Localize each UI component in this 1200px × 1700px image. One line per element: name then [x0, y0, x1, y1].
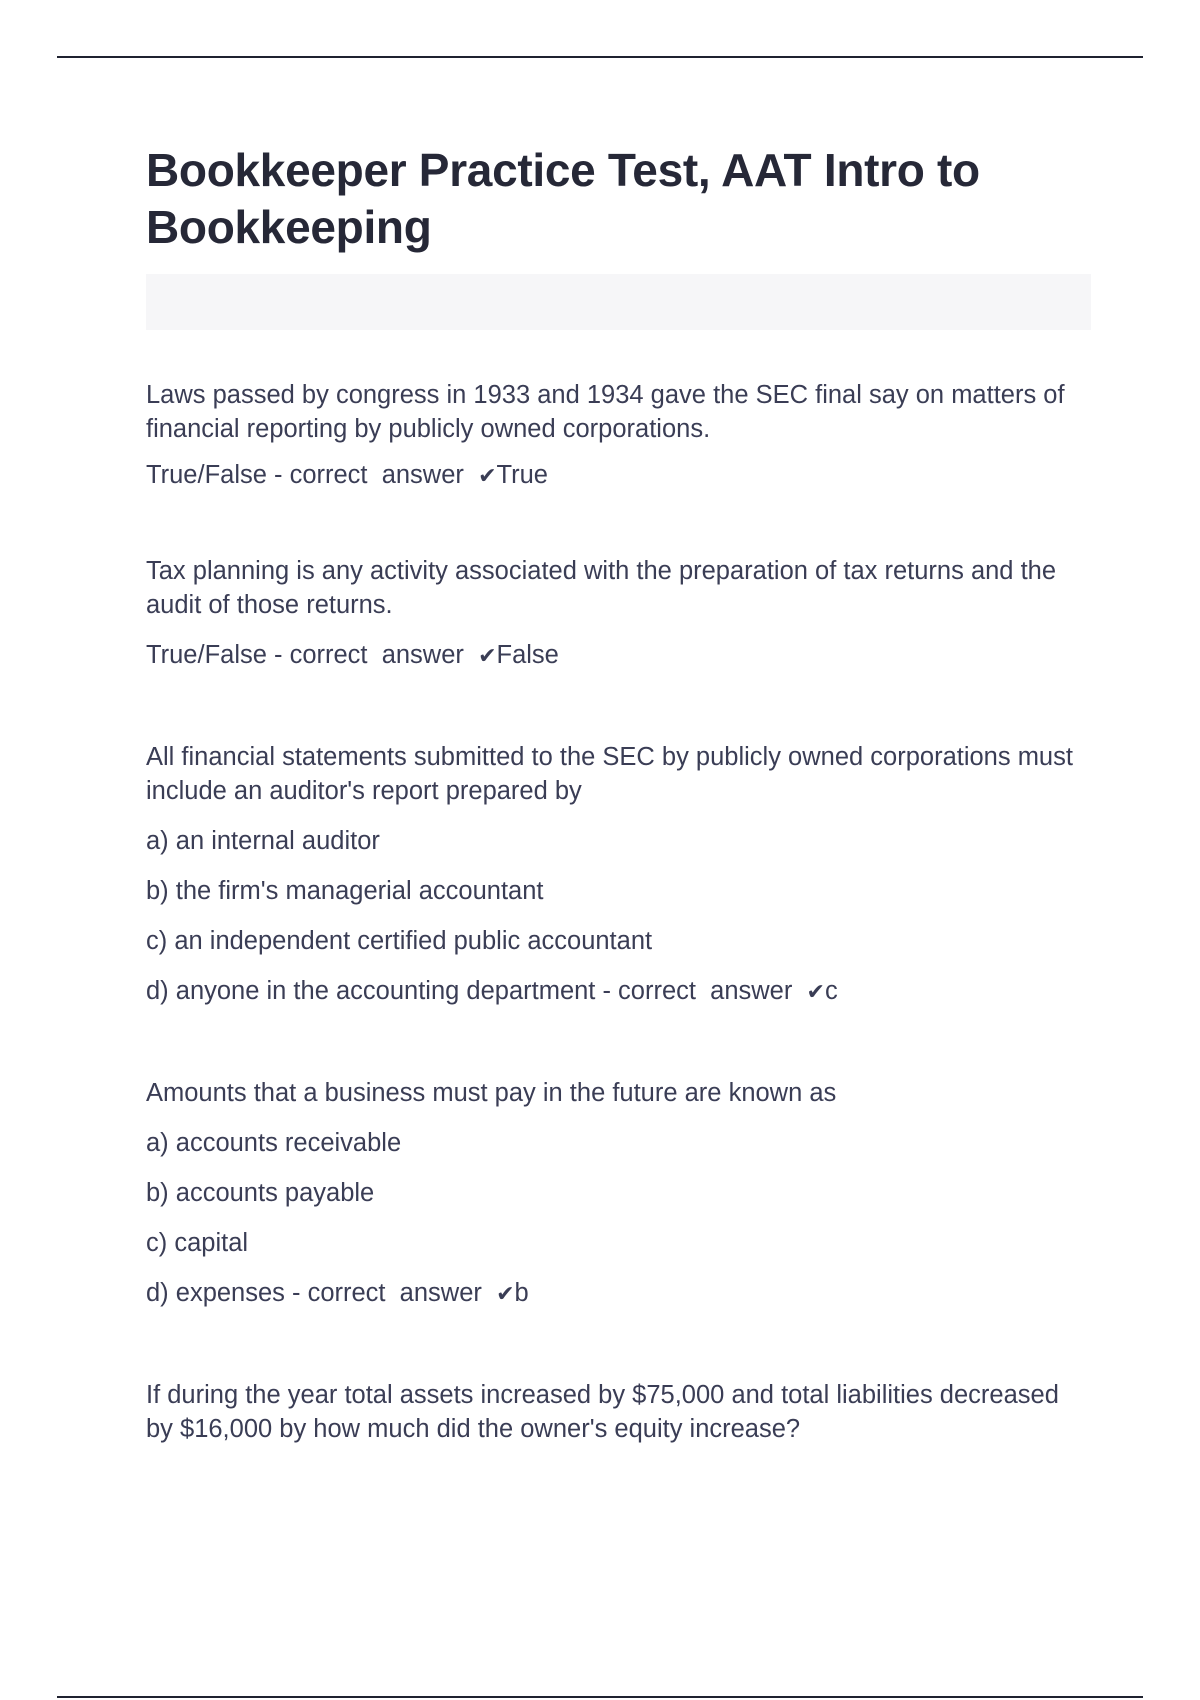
question-5	[146, 1378, 1091, 1446]
question-4	[146, 1076, 1091, 1312]
option-d-text: d) expenses - correct answer	[146, 1279, 497, 1307]
answer-value: False	[496, 641, 559, 669]
option-c: c) an independent certified public accountant	[146, 927, 653, 955]
option-d	[146, 1276, 1091, 1312]
option-a: a) accounts receivable	[146, 1129, 402, 1157]
option-d	[146, 974, 1091, 1010]
question-text: All financial statements submitted to the SEC by publicly owned corporations must include an auditor's report prepared by	[146, 743, 1073, 805]
answer-value: c	[824, 977, 838, 1005]
checkmark-icon: ✔	[496, 1282, 515, 1307]
option-d-text: d) anyone in the accounting department - correct answer	[146, 977, 807, 1005]
document-body	[146, 142, 1091, 1446]
checkmark-icon: ✔	[806, 980, 825, 1005]
answer-value: True	[496, 461, 548, 489]
question-text: Amounts that a business must pay in the future are known as	[146, 1079, 837, 1107]
page-title: Bookkeeper Practice Test, AAT Intro to Bookkeeping	[146, 144, 980, 253]
answer-line	[146, 458, 1091, 494]
option-a: a) an internal auditor	[146, 827, 380, 855]
question-text: If during the year total assets increased by $75,000 and total liabilities decreased by $16,000 by how much did the owner's equity increase?	[146, 1381, 1059, 1443]
answer-prefix: True/False - correct answer	[146, 461, 479, 489]
option-b: b) the firm's managerial accountant	[146, 877, 544, 905]
question-1	[146, 378, 1091, 494]
top-rule	[57, 56, 1143, 58]
question-2	[146, 554, 1091, 674]
answer-prefix: True/False - correct answer	[146, 641, 479, 669]
checkmark-icon: ✔	[478, 464, 497, 489]
question-3	[146, 740, 1091, 1010]
option-c: c) capital	[146, 1229, 249, 1257]
answer-line	[146, 638, 1091, 674]
question-text: Tax planning is any activity associated with the preparation of tax returns and the audit of those returns.	[146, 557, 1057, 619]
bottom-rule	[57, 1696, 1143, 1698]
title-banner-bar	[146, 274, 1091, 330]
answer-value: b	[514, 1279, 529, 1307]
question-text: Laws passed by congress in 1933 and 1934 gave the SEC final say on matters of financial reporting by publicly owned corporations.	[146, 381, 1065, 443]
checkmark-icon: ✔	[478, 644, 497, 669]
option-b: b) accounts payable	[146, 1179, 375, 1207]
